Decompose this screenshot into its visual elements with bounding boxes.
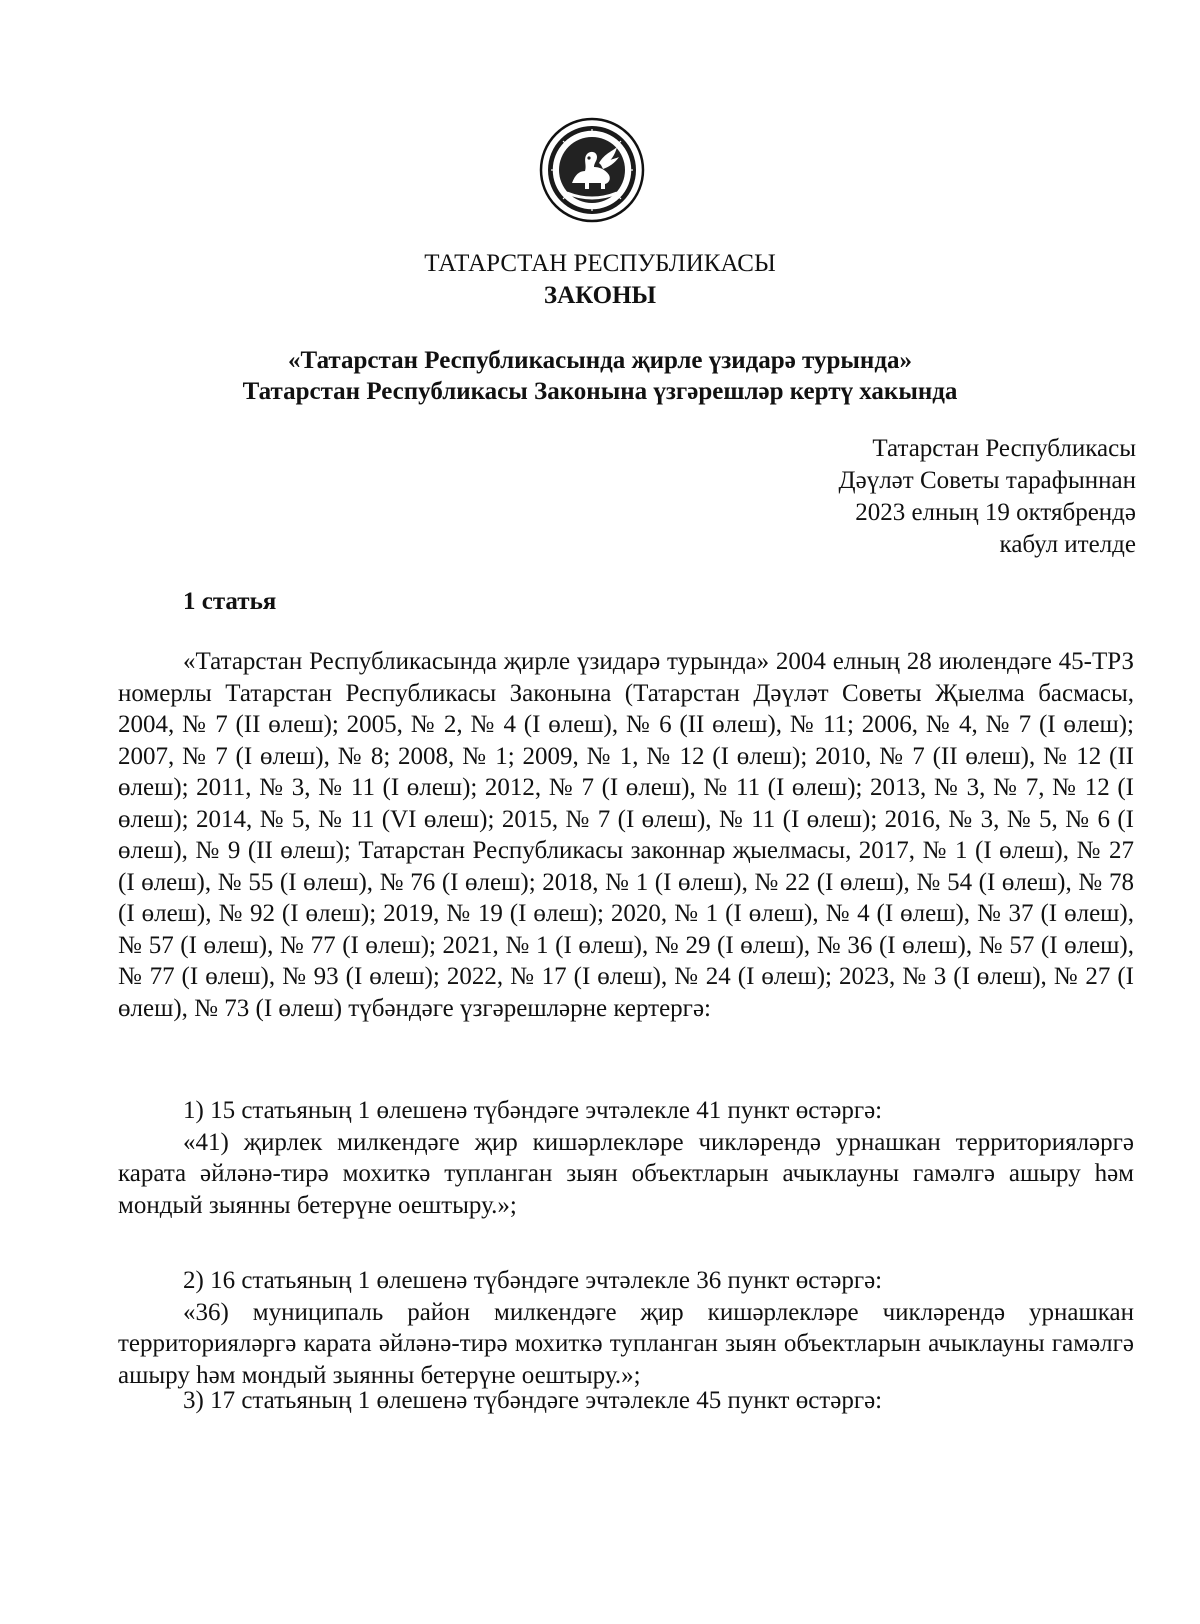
amendment-item-3 bbox=[118, 1385, 1134, 1417]
adoption-block bbox=[839, 433, 1136, 561]
amendment-item-1 bbox=[118, 1095, 1134, 1221]
law-heading: ЗАКОНЫ bbox=[543, 282, 657, 309]
law-title-line-2: Татарстан Республикасы Законына үзгәрешләр кертү хакында bbox=[242, 378, 958, 405]
amendment-item-heading: 2) 16 статьяның 1 өлешенә түбәндәге эчтәлекле 36 пункт өстәргә: bbox=[183, 1267, 883, 1294]
adoption-date: 2023 елның 19 октябрендә bbox=[855, 499, 1136, 526]
amendment-item-heading: 3) 17 статьяның 1 өлешенә түбәндәге эчтәлекле 45 пункт өстәргә: bbox=[183, 1387, 883, 1414]
article-heading: 1 статья bbox=[183, 588, 277, 615]
law-title-line-1: «Татарстан Республикасында җирле үзидарә турында» bbox=[288, 347, 912, 374]
tatarstan-coat-of-arms-emblem bbox=[539, 117, 645, 223]
adoption-line-4: кабул ителде bbox=[999, 531, 1136, 558]
republic-heading: ТАТАРСТАН РЕСПУБЛИКАСЫ bbox=[424, 250, 776, 277]
amendment-item-body: «36) муниципаль район милкендәге җир кишәрлекләре чикләрендә урнашкан территорияләргә карата әйләнә-тирә мохиткә тупланган зыян объектларын ачыклауны гамәлгә ашыру һәм мондый зыянны бетерүне оештыру.»; bbox=[118, 1298, 1134, 1389]
amendment-item-heading: 1) 15 статьяның 1 өлешенә түбәндәге эчтәлекле 41 пункт өстәргә: bbox=[183, 1097, 883, 1124]
adoption-line-2: Дәүләт Советы тарафыннан bbox=[838, 467, 1136, 494]
article-intro-paragraph: «Татарстан Республикасында җирле үзидарә турында» 2004 елның 28 июлендәге 45-ТРЗ номерлы Татарстан Республикасы Законына (Татарстан Дәүләт Советы Җыелма басмасы, 2004, № 7 (II өлеш); 2005, № 2, № 4 (I өлеш), № 6 (II өлеш), № 11; 2006, № 4, № 7 (I өлеш); 2007, № 7 (I өлеш), № 8; 2008, № 1; 2009, № 1, № 12 (I өлеш); 2010, № 7 (II өлеш), № 12 (II өлеш); 2011, № 3, № 11 (I өлеш); 2012, № 7 (I өлеш), № 11 (I өлеш); 2013, № 3, № 7, № 12 (I өлеш); 2014, № 5, № 11 (VI өлеш); 2015, № 7 (I өлеш), № 11 (I өлеш); 2016, № 3, № 5, № 6 (I өлеш), № 9 (II өлеш); Татарстан Республикасы законнар җыелмасы, 2017, № 1 (I өлеш), № 27 (I өлеш), № 55 (I өлеш), № 76 (I өлеш); 2018, № 1 (I өлеш), № 22 (I өлеш), № 54 (I өлеш), № 78 (I өлеш), № 92 (I өлеш); 2019, № 19 (I өлеш); 2020, № 1 (I өлеш), № 4 (I өлеш), № 37 (I өлеш), № 57 (I өлеш), № 77 (I өлеш); 2021, № 1 (I өлеш), № 29 (I өлеш), № 36 (I өлеш), № 57 (I өлеш), № 77 (I өлеш), № 93 (I өлеш); 2022, № 17 (I өлеш), № 24 (I өлеш); 2023, № 3 (I өлеш), № 27 (I өлеш), № 73 (I өлеш) түбәндәге үзгәрешләрне кертергә: bbox=[118, 648, 1134, 1022]
amendment-item-2 bbox=[118, 1265, 1134, 1391]
amendment-item-body: «41) җирлек милкендәге җир кишәрлекләре чикләрендә урнашкан территорияләргә карата әйләнә-тирә мохиткә тупланган зыян объектларын ачыклауны гамәлгә ашыру һәм мондый зыянны бетерүне оештыру.»; bbox=[118, 1128, 1134, 1219]
adoption-line-1: Татарстан Республикасы bbox=[872, 435, 1136, 462]
